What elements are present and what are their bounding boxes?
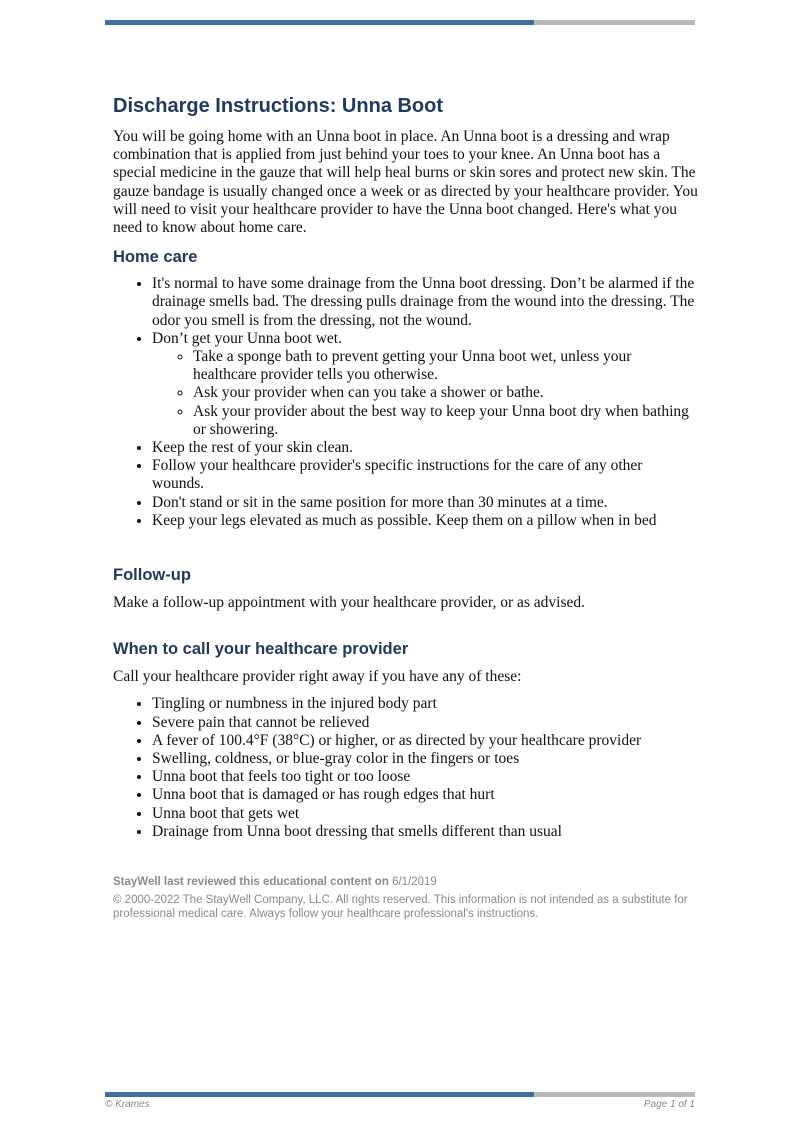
follow-up-text: Make a follow-up appointment with your healthcare provider, or as advised. [113, 594, 585, 612]
list-item: • Don't stand or sit in the same position for more than 30 minutes at a time. [152, 494, 698, 512]
list-item: • It's normal to have some drainage from the Unna boot dressing. Don’t be alarmed if the drainage smells bad. The dressing pulls drainage from the wound into the dressing. The odor you smell is from the dressing, not the wound. [152, 275, 698, 330]
sub-list-item: ◦ Take a sponge bath to prevent getting your Unna boot wet, unless your healthcare provider tells you otherwise. [193, 348, 698, 384]
footer-publisher: © Krames [105, 1099, 150, 1110]
list-item: • Tingling or numbness in the injured body part [152, 695, 698, 713]
when-to-call-list [113, 695, 698, 841]
home-care-heading: Home care [113, 248, 198, 267]
intro-paragraph: You will be going home with an Unna boot in place. An Unna boot is a dressing and wrap combination that is applied from just behind your toes to your knee. An Unna boot has a special medicine in the gauze that will help heal burns or skin sores and protect new skin. The gauze bandage is usually changed once a week or as directed by your healthcare provider. You will need to visit your healthcare provider to have the Unna boot changed. Here's what you need to know about home care. [113, 128, 698, 237]
review-label: StayWell last reviewed this educational content on [113, 876, 389, 889]
list-item: • Follow your healthcare provider's specific instructions for the care of any other wounds. [152, 457, 698, 493]
page-number: Page 1 of 1 [643, 1099, 695, 1110]
list-item: • Drainage from Unna boot dressing that smells different than usual [152, 823, 698, 841]
list-item: • Swelling, coldness, or blue-gray color in the fingers or toes [152, 750, 698, 768]
footer-bar-gray-segment [534, 1092, 695, 1097]
header-bar-blue-segment [105, 20, 534, 25]
list-item: • Unna boot that is damaged or has rough edges that hurt [152, 786, 698, 804]
footer-bar-blue-segment [105, 1092, 534, 1097]
when-to-call-heading: When to call your healthcare provider [113, 640, 409, 659]
wet-boot-sublist [152, 348, 698, 439]
when-to-call-intro: Call your healthcare provider right away if you have any of these: [113, 668, 522, 686]
list-item: • A fever of 100.4°F (38°C) or higher, or as directed by your healthcare provider [152, 732, 698, 750]
list-item: • Severe pain that cannot be relieved [152, 714, 698, 732]
follow-up-heading: Follow-up [113, 566, 191, 585]
list-item-text: Don’t get your Unna boot wet. [152, 329, 342, 347]
review-date: 6/1/2019 [392, 876, 437, 889]
list-item: • Keep the rest of your skin clean. [152, 439, 698, 457]
sub-list-item: ◦ Ask your provider about the best way to keep your Unna boot dry when bathing or showering. [193, 403, 698, 439]
sub-list-item: ◦ Ask your provider when can you take a shower or bathe. [193, 384, 698, 402]
header-bar [105, 20, 695, 25]
review-note [113, 875, 698, 889]
footer-bar [105, 1092, 695, 1097]
list-item [152, 330, 698, 439]
list-item: • Unna boot that gets wet [152, 805, 698, 823]
document-body [113, 93, 698, 921]
list-item: • Keep your legs elevated as much as possible. Keep them on a pillow when in bed [152, 512, 698, 530]
home-care-list [113, 275, 698, 530]
header-bar-gray-segment [534, 20, 695, 25]
page-title: Discharge Instructions: Unna Boot [113, 95, 444, 117]
list-item: • Unna boot that feels too tight or too loose [152, 768, 698, 786]
copyright-notice: © 2000-2022 The StayWell Company, LLC. All rights reserved. This information is not intended as a substitute for professional medical care. Always follow your healthcare professional's instructions. [113, 894, 688, 920]
